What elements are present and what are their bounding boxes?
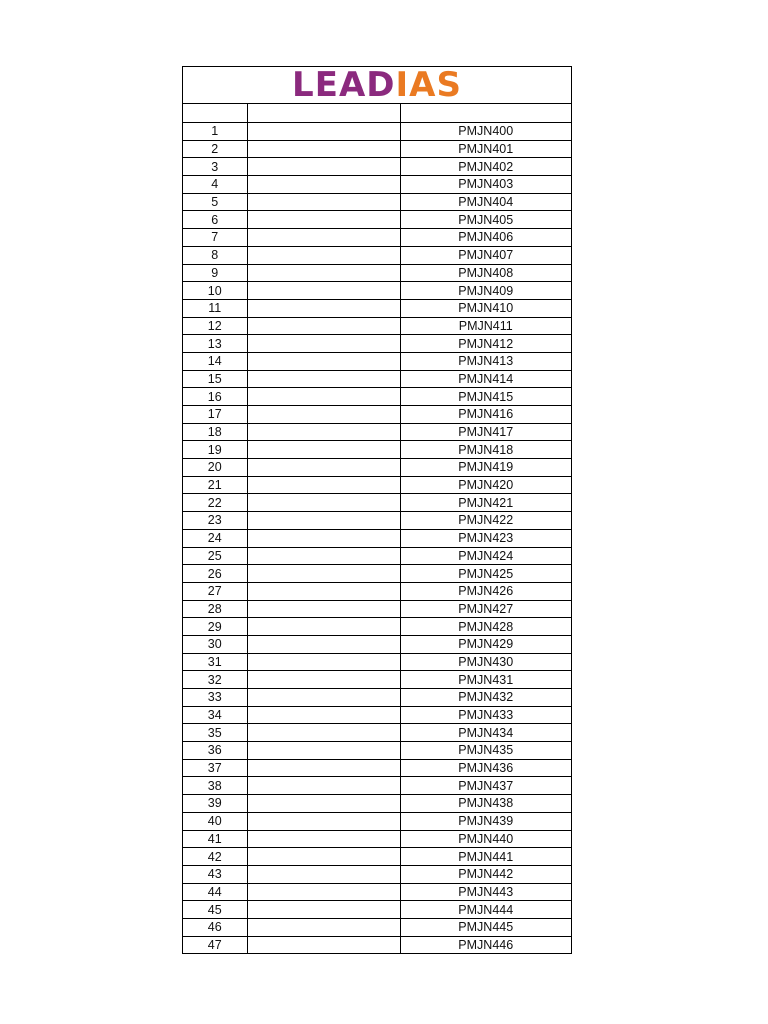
code-cell: PMJN400 [400,123,571,141]
serial-cell: 7 [183,229,247,247]
serial-cell: 23 [183,512,247,530]
serial-cell: 11 [183,299,247,317]
table-row [183,742,571,760]
name-cell [247,176,400,194]
name-cell [247,830,400,848]
table-row [183,936,571,953]
serial-cell: 2 [183,140,247,158]
name-cell [247,547,400,565]
table-row [183,724,571,742]
name-cell [247,742,400,760]
code-cell: PMJN436 [400,759,571,777]
table-row [183,547,571,565]
serial-cell: 20 [183,459,247,477]
name-cell [247,600,400,618]
table-row [183,193,571,211]
code-cell: PMJN437 [400,777,571,795]
name-cell [247,246,400,264]
table-row [183,653,571,671]
roll-sheet [182,66,572,954]
name-cell [247,918,400,936]
serial-cell: 24 [183,529,247,547]
code-cell: PMJN410 [400,299,571,317]
table-row [183,671,571,689]
code-cell: PMJN431 [400,671,571,689]
serial-cell: 8 [183,246,247,264]
serial-cell: 18 [183,423,247,441]
name-cell [247,936,400,953]
table-row [183,635,571,653]
code-cell: PMJN418 [400,441,571,459]
table-row [183,759,571,777]
code-cell: PMJN425 [400,565,571,583]
code-cell: PMJN427 [400,600,571,618]
table-row [183,352,571,370]
code-cell: PMJN428 [400,618,571,636]
serial-cell: 17 [183,406,247,424]
name-cell [247,777,400,795]
code-cell: PMJN424 [400,547,571,565]
code-cell: PMJN420 [400,476,571,494]
name-cell [247,193,400,211]
table-row [183,618,571,636]
code-cell: PMJN408 [400,264,571,282]
code-cell: PMJN401 [400,140,571,158]
code-cell: PMJN440 [400,830,571,848]
serial-cell: 29 [183,618,247,636]
code-cell: PMJN421 [400,494,571,512]
code-cell: PMJN438 [400,795,571,813]
code-cell: PMJN432 [400,689,571,707]
serial-cell: 27 [183,582,247,600]
serial-cell: 35 [183,724,247,742]
table-row [183,565,571,583]
name-cell [247,299,400,317]
table-row [183,795,571,813]
logo-text-lead: LEAD [292,65,396,105]
name-cell [247,352,400,370]
code-cell: PMJN435 [400,742,571,760]
code-cell: PMJN402 [400,158,571,176]
serial-cell: 6 [183,211,247,229]
code-cell: PMJN443 [400,883,571,901]
table-row [183,494,571,512]
serial-cell: 39 [183,795,247,813]
table-row [183,335,571,353]
table-row [183,689,571,707]
name-cell [247,512,400,530]
serial-cell: 25 [183,547,247,565]
serial-cell: 4 [183,176,247,194]
name-cell [247,724,400,742]
name-cell [247,653,400,671]
code-cell: PMJN426 [400,582,571,600]
serial-cell: 3 [183,158,247,176]
code-cell: PMJN430 [400,653,571,671]
header-cell-serial [183,104,247,123]
serial-cell: 12 [183,317,247,335]
name-cell [247,706,400,724]
header-row [183,104,571,123]
table-row [183,229,571,247]
code-cell: PMJN446 [400,936,571,953]
header-cell-name [247,104,400,123]
name-cell [247,865,400,883]
serial-cell: 41 [183,830,247,848]
serial-cell: 34 [183,706,247,724]
code-cell: PMJN409 [400,282,571,300]
table-row [183,865,571,883]
serial-cell: 5 [183,193,247,211]
serial-cell: 37 [183,759,247,777]
code-cell: PMJN417 [400,423,571,441]
name-cell [247,317,400,335]
table-row [183,140,571,158]
table-row [183,600,571,618]
logo-row [183,67,571,104]
serial-cell: 14 [183,352,247,370]
name-cell [247,229,400,247]
name-cell [247,406,400,424]
table-row [183,512,571,530]
table-row [183,883,571,901]
name-cell [247,848,400,866]
name-cell [247,565,400,583]
name-cell [247,883,400,901]
table-row [183,176,571,194]
code-cell: PMJN441 [400,848,571,866]
table-row [183,901,571,919]
name-cell [247,618,400,636]
code-cell: PMJN405 [400,211,571,229]
table-row [183,812,571,830]
table-row [183,370,571,388]
table-row [183,282,571,300]
name-cell [247,264,400,282]
serial-cell: 45 [183,901,247,919]
serial-cell: 10 [183,282,247,300]
table-row [183,777,571,795]
code-cell: PMJN434 [400,724,571,742]
table-row [183,529,571,547]
serial-cell: 31 [183,653,247,671]
code-cell: PMJN413 [400,352,571,370]
serial-cell: 19 [183,441,247,459]
code-cell: PMJN414 [400,370,571,388]
header-cell-code [400,104,571,123]
code-cell: PMJN442 [400,865,571,883]
table-row [183,158,571,176]
code-cell: PMJN403 [400,176,571,194]
table-row [183,264,571,282]
name-cell [247,388,400,406]
code-cell: PMJN404 [400,193,571,211]
serial-cell: 15 [183,370,247,388]
serial-cell: 9 [183,264,247,282]
table-row [183,123,571,141]
name-cell [247,441,400,459]
name-cell [247,635,400,653]
brand-logo [292,65,462,105]
name-cell [247,158,400,176]
code-cell: PMJN433 [400,706,571,724]
name-cell [247,211,400,229]
serial-cell: 43 [183,865,247,883]
serial-cell: 47 [183,936,247,953]
code-cell: PMJN416 [400,406,571,424]
serial-cell: 28 [183,600,247,618]
serial-cell: 33 [183,689,247,707]
serial-cell: 21 [183,476,247,494]
table-row [183,476,571,494]
name-cell [247,423,400,441]
code-cell: PMJN423 [400,529,571,547]
serial-cell: 46 [183,918,247,936]
table-row [183,423,571,441]
code-cell: PMJN407 [400,246,571,264]
code-cell: PMJN411 [400,317,571,335]
code-cell: PMJN429 [400,635,571,653]
table-row [183,830,571,848]
name-cell [247,529,400,547]
name-cell [247,795,400,813]
code-cell: PMJN439 [400,812,571,830]
table-row [183,406,571,424]
serial-cell: 42 [183,848,247,866]
serial-cell: 26 [183,565,247,583]
serial-cell: 13 [183,335,247,353]
serial-cell: 44 [183,883,247,901]
serial-cell: 1 [183,123,247,141]
code-cell: PMJN406 [400,229,571,247]
logo-text-ias: IAS [395,65,462,105]
name-cell [247,123,400,141]
code-cell: PMJN444 [400,901,571,919]
serial-cell: 38 [183,777,247,795]
table-row [183,246,571,264]
name-cell [247,582,400,600]
code-cell: PMJN419 [400,459,571,477]
table-row [183,918,571,936]
name-cell [247,689,400,707]
table-row [183,582,571,600]
name-cell [247,494,400,512]
name-cell [247,335,400,353]
serial-cell: 22 [183,494,247,512]
serial-cell: 32 [183,671,247,689]
code-cell: PMJN415 [400,388,571,406]
name-cell [247,671,400,689]
serial-cell: 16 [183,388,247,406]
name-cell [247,812,400,830]
table-row [183,299,571,317]
table-row [183,388,571,406]
name-cell [247,370,400,388]
code-cell: PMJN445 [400,918,571,936]
serial-cell: 30 [183,635,247,653]
name-cell [247,282,400,300]
table-row [183,317,571,335]
roll-table [183,104,571,953]
table-row [183,441,571,459]
name-cell [247,476,400,494]
table-row [183,706,571,724]
serial-cell: 40 [183,812,247,830]
table-row [183,459,571,477]
table-row [183,848,571,866]
name-cell [247,759,400,777]
code-cell: PMJN422 [400,512,571,530]
name-cell [247,140,400,158]
name-cell [247,459,400,477]
name-cell [247,901,400,919]
code-cell: PMJN412 [400,335,571,353]
table-row [183,211,571,229]
serial-cell: 36 [183,742,247,760]
